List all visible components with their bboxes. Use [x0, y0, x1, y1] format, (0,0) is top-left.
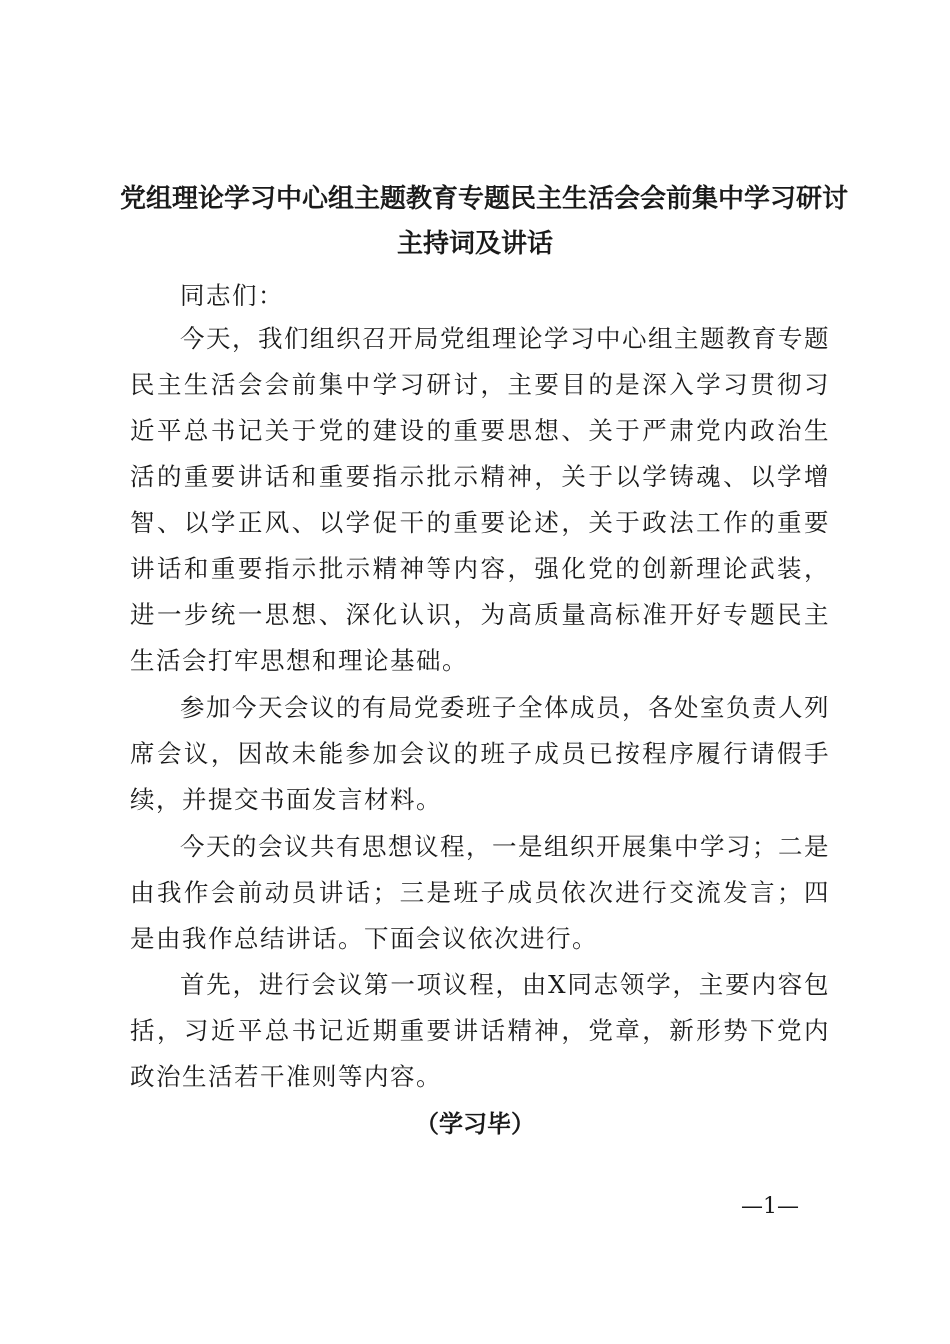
paragraph-2: 参加今天会议的有局党委班子全体成员，各处室负责人列席会议，因故未能参加会议的班子成员已按程序履行请假手续，并提交书面发言材料。: [130, 693, 830, 814]
greeting: 同志们：: [180, 281, 284, 310]
study-end-note: （学习毕）: [415, 1109, 535, 1138]
paragraph-4: 首先，进行会议第一项议程，由X同志领学，主要内容包括，习近平总书记近期重要讲话精神，党章，新形势下党内政治生活若干准则等内容。: [130, 970, 830, 1091]
paragraph-1: 今天，我们组织召开局党组理论学习中心组主题教育专题民主生活会会前集中学习研讨，主要目的是深入学习贯彻习近平总书记关于党的建设的重要思想、关于严肃党内政治生活的重要讲话和重要指示批示精神，关于以学铸魂、以学增智、以学正风、以学促干的重要论述，关于政法工作的重要讲话和重要指示批示精神等内容，强化党的创新理论武装，进一步统一思想、深化认识，为高质量高标准开好专题民主生活会打牢思想和理论基础。: [130, 324, 830, 675]
paragraph-3: 今天的会议共有思想议程，一是组织开展集中学习；二是由我作会前动员讲话；三是班子成员依次进行交流发言；四是由我作总结讲话。下面会议依次进行。: [130, 832, 830, 953]
page-number: —1—: [741, 1194, 799, 1219]
document-title-line-1: 党组理论学习中心组主题教育专题民主生活会会前集中学习研讨: [120, 184, 849, 214]
document-title-line-2: 主持词及讲话: [396, 229, 553, 259]
